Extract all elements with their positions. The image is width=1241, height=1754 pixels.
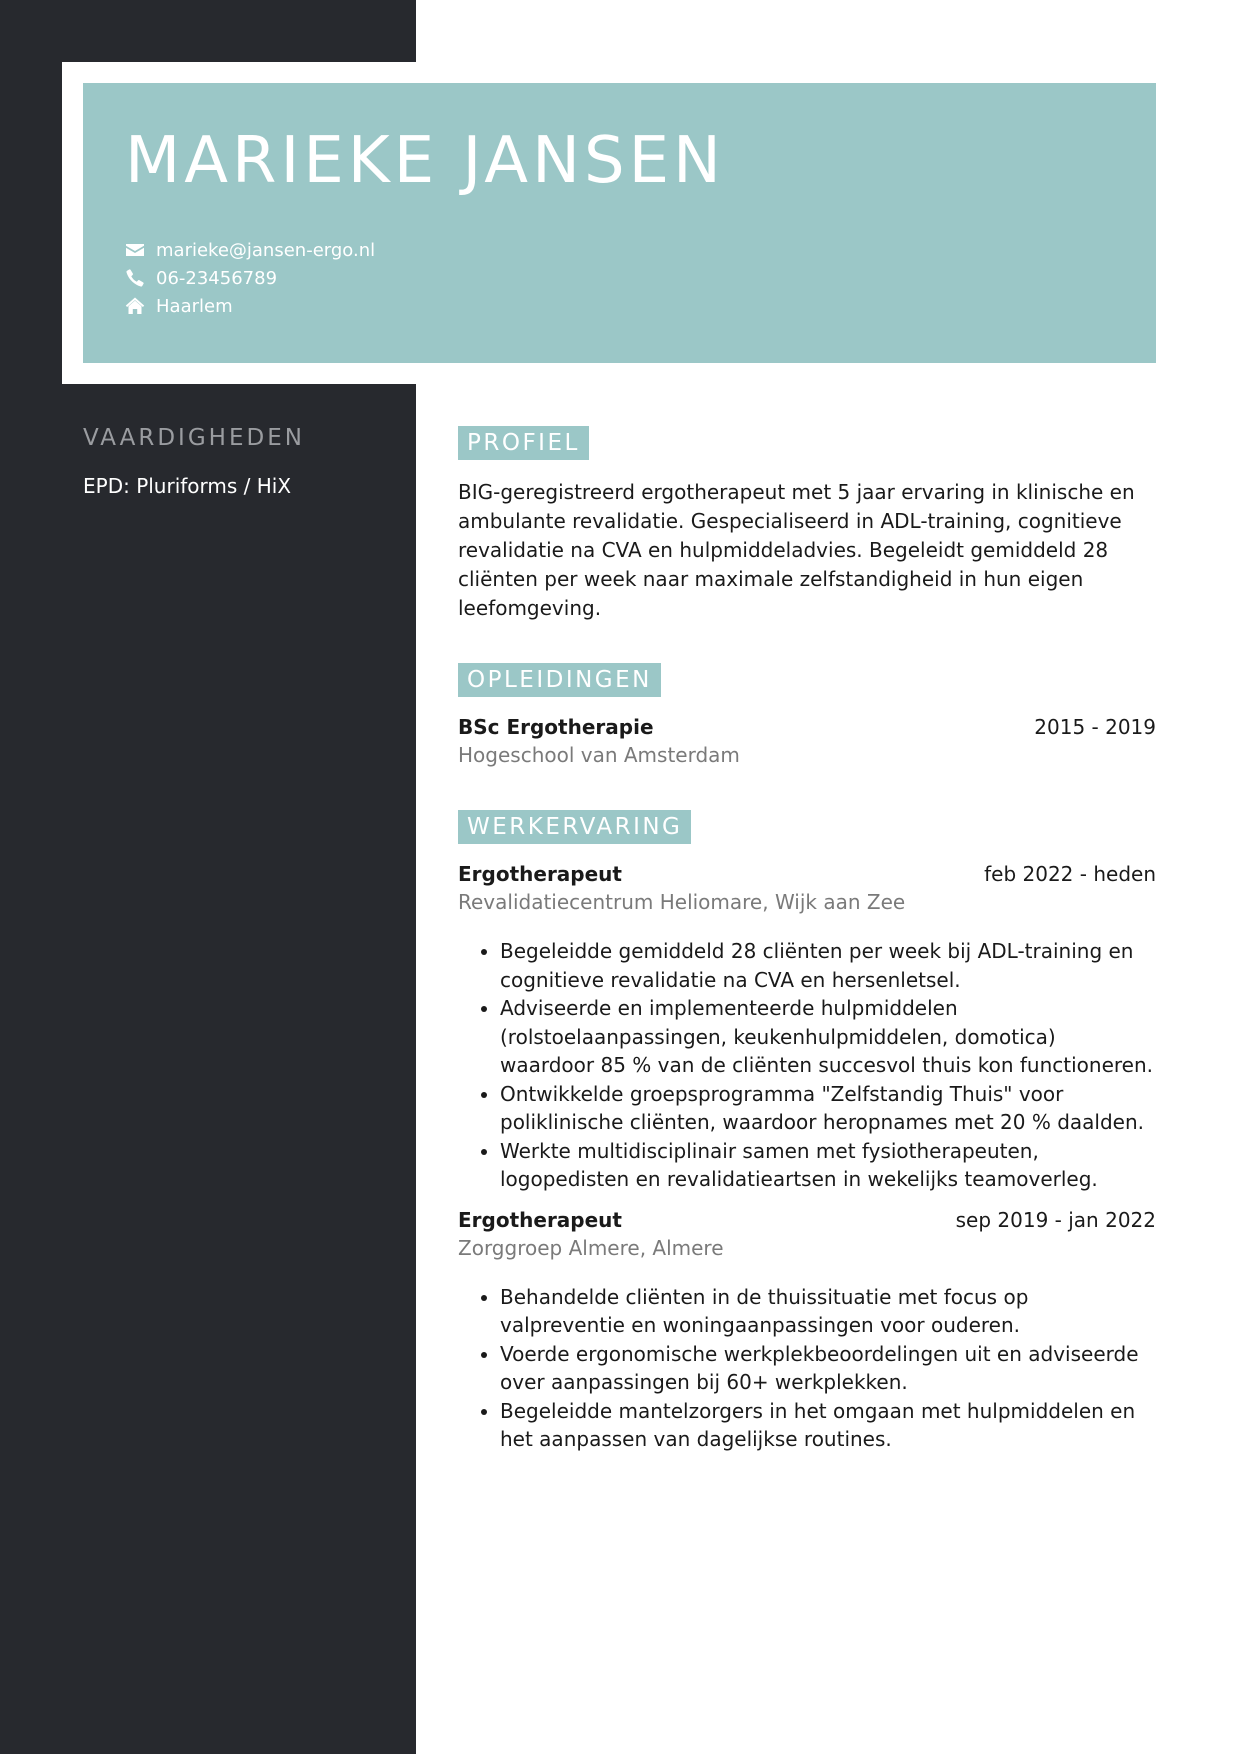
- job-role: Ergotherapeut: [458, 1207, 622, 1232]
- job-bullets: [458, 1283, 1156, 1454]
- skill-item: EPD: Pluriforms / HiX: [83, 473, 292, 498]
- contact-phone[interactable]: [125, 264, 375, 292]
- bullet-item: • Adviseerde en implementeerde hulpmiddelen (rolstoelaanpassingen, keukenhulpmiddelen, domotica) waardoor 85 % van de cliënten succesvol thuis kon functioneren.: [500, 994, 1156, 1080]
- bullet-item: • Begeleidde gemiddeld 28 cliënten per week bij ADL-training en cognitieve revalidatie na CVA en hersenletsel.: [500, 937, 1156, 994]
- education-dates: 2015 - 2019: [1034, 715, 1156, 739]
- contact-email[interactable]: [125, 236, 375, 264]
- education-entry: [458, 713, 1156, 770]
- mail-icon: [125, 240, 145, 260]
- bullet-item: • Behandelde cliënten in de thuissituatie met focus op valpreventie en woningaanpassingen voor ouderen.: [500, 1283, 1156, 1340]
- contact-location: [125, 292, 375, 320]
- profile-text: BIG-geregistreerd ergotherapeut met 5 jaar ervaring in klinische en ambulante revalidatie. Gespecialiseerd in ADL-training, cognitieve revalidatie na CVA en hulpmiddeladvies. Begeleidt gemiddeld 28 cliënten per week naar maximale zelfstandigheid in hun eigen leefomgeving.: [458, 480, 1135, 620]
- job-dates: feb 2022 - heden: [984, 862, 1156, 886]
- sidebar-skills: [83, 424, 393, 498]
- contact-email-text: marieke@jansen-ergo.nl: [156, 239, 376, 261]
- job-role: Ergotherapeut: [458, 862, 622, 886]
- job-bullets: [458, 937, 1156, 1194]
- main-content: [458, 426, 1156, 1454]
- contact-phone-text: 06-23456789: [156, 267, 278, 289]
- job-organization: Revalidatiecentrum Heliomare, Wijk aan Zee: [458, 890, 906, 914]
- profile-section: [458, 426, 1156, 623]
- education-degree: BSc Ergotherapie: [458, 715, 654, 739]
- job-organization: Zorggroep Almere, Almere: [458, 1235, 724, 1260]
- bullet-item: • Begeleidde mantelzorgers in het omgaan met hulpmiddelen en het aanpassen van dagelijkse routines.: [500, 1397, 1156, 1454]
- education-title: OPLEIDINGEN: [458, 663, 661, 697]
- experience-entry: [458, 1206, 1156, 1454]
- candidate-name: MARIEKE JANSEN: [125, 124, 725, 198]
- experience-title: WERKERVARING: [458, 810, 691, 844]
- bullet-item: • Voerde ergonomische werkplekbeoordelingen uit en adviseerde over aanpassingen bij 60+ werkplekken.: [500, 1340, 1156, 1397]
- education-school: Hogeschool van Amsterdam: [458, 743, 740, 767]
- experience-entry: [458, 860, 1156, 1194]
- home-icon: [125, 296, 145, 316]
- bullet-item: • Werkte multidisciplinair samen met fysiotherapeuten, logopedisten en revalidatieartsen in wekelijks teamoverleg.: [500, 1137, 1156, 1194]
- header-banner: [83, 83, 1156, 363]
- bullet-item: • Ontwikkelde groepsprogramma "Zelfstandig Thuis" voor poliklinische cliënten, waardoor heropnames met 20 % daalden.: [500, 1080, 1156, 1137]
- job-dates: sep 2019 - jan 2022: [955, 1207, 1156, 1232]
- contact-location-text: Haarlem: [156, 295, 233, 317]
- skills-title: VAARDIGHEDEN: [83, 425, 305, 451]
- phone-icon: [125, 268, 145, 288]
- experience-section: [458, 810, 1156, 1454]
- profile-title: PROFIEL: [458, 426, 589, 460]
- education-section: [458, 663, 1156, 770]
- contact-list: [125, 236, 375, 320]
